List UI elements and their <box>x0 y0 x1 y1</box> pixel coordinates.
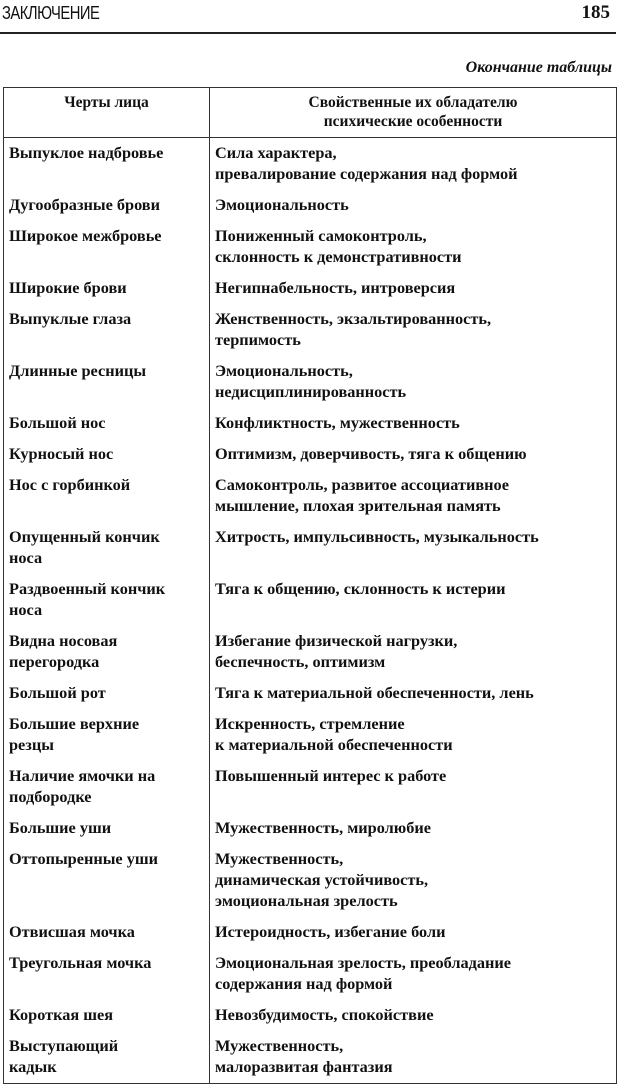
running-header <box>0 0 620 34</box>
traits-cell: Эмоциональность <box>210 190 617 221</box>
traits-cell: Истероидность, избегание боли <box>210 917 617 948</box>
traits-cell: Тяга к материальной обеспеченности, лень <box>210 678 617 709</box>
feature-cell: Большие верхние резцы <box>4 709 210 761</box>
traits-cell: Оптимизм, доверчивость, тяга к общению <box>210 439 617 470</box>
table-row <box>4 678 617 709</box>
traits-cell: Мужественность, малоразвитая фантазия <box>210 1031 617 1084</box>
column-header-traits: Свойственные их обладателю психические особенности <box>210 88 617 138</box>
traits-cell: Невозбудимость, спокойствие <box>210 1000 617 1031</box>
table-row <box>4 304 617 356</box>
page-number: 185 <box>581 2 610 23</box>
traits-cell: Хитрость, импульсивность, музыкальность <box>210 522 617 574</box>
feature-cell: Выпуклые глаза <box>4 304 210 356</box>
face-traits-table <box>3 87 617 1084</box>
table-row <box>4 948 617 1000</box>
feature-cell: Большой рот <box>4 678 210 709</box>
table-header <box>4 88 617 138</box>
traits-cell: Сила характера, превалирование содержания над формой <box>210 138 617 191</box>
table-row <box>4 1000 617 1031</box>
table-row <box>4 221 617 273</box>
traits-cell: Избегание физической нагрузки, беспечность, оптимизм <box>210 626 617 678</box>
table-row <box>4 408 617 439</box>
traits-cell: Женственность, экзальтированность, терпимость <box>210 304 617 356</box>
traits-cell: Эмоциональная зрелость, преобладание содержания над формой <box>210 948 617 1000</box>
table-row <box>4 190 617 221</box>
table-row <box>4 138 617 191</box>
traits-cell: Негипнабельность, интроверсия <box>210 273 617 304</box>
table-row <box>4 709 617 761</box>
feature-cell: Широкое межбровье <box>4 221 210 273</box>
table-row <box>4 356 617 408</box>
traits-cell: Пониженный самоконтроль, склонность к демонстративности <box>210 221 617 273</box>
table-row <box>4 522 617 574</box>
table-row <box>4 273 617 304</box>
traits-cell: Эмоциональность, недисциплинированность <box>210 356 617 408</box>
column-header-feature: Черты лица <box>4 88 210 138</box>
section-title: ЗАКЛЮЧЕНИЕ <box>2 3 100 23</box>
traits-cell: Тяга к общению, склонность к истерии <box>210 574 617 626</box>
table-row <box>4 761 617 813</box>
feature-cell: Раздвоенный кончик носа <box>4 574 210 626</box>
traits-cell: Самоконтроль, развитое ассоциативное мышление, плохая зрительная память <box>210 470 617 522</box>
feature-cell: Наличие ямочки на подбородке <box>4 761 210 813</box>
feature-cell: Курносый нос <box>4 439 210 470</box>
table-row <box>4 813 617 844</box>
table-caption: Окончание таблицы <box>465 59 612 76</box>
traits-cell: Искренность, стремление к материальной обеспеченности <box>210 709 617 761</box>
feature-cell: Длинные ресницы <box>4 356 210 408</box>
feature-cell: Треугольная мочка <box>4 948 210 1000</box>
table-row <box>4 470 617 522</box>
feature-cell: Большой нос <box>4 408 210 439</box>
feature-cell: Выпуклое надбровье <box>4 138 210 191</box>
table-row <box>4 626 617 678</box>
traits-cell: Конфликтность, мужественность <box>210 408 617 439</box>
header-row <box>4 88 617 138</box>
traits-cell: Мужественность, динамическая устойчивость, эмоциональная зрелость <box>210 844 617 917</box>
table-row <box>4 844 617 917</box>
table-row <box>4 1031 617 1084</box>
table-row <box>4 917 617 948</box>
header-rule <box>0 32 616 34</box>
table-body <box>4 138 617 1084</box>
feature-cell: Оттопыренные уши <box>4 844 210 917</box>
feature-cell: Дугообразные брови <box>4 190 210 221</box>
feature-cell: Большие уши <box>4 813 210 844</box>
feature-cell: Короткая шея <box>4 1000 210 1031</box>
feature-cell: Нос с горбинкой <box>4 470 210 522</box>
traits-cell: Мужественность, миролюбие <box>210 813 617 844</box>
feature-cell: Выступающий кадык <box>4 1031 210 1084</box>
traits-cell: Повышенный интерес к работе <box>210 761 617 813</box>
feature-cell: Видна носовая перегородка <box>4 626 210 678</box>
feature-cell: Широкие брови <box>4 273 210 304</box>
table-row <box>4 439 617 470</box>
feature-cell: Опущенный кончик носа <box>4 522 210 574</box>
feature-cell: Отвисшая мочка <box>4 917 210 948</box>
table-row <box>4 574 617 626</box>
